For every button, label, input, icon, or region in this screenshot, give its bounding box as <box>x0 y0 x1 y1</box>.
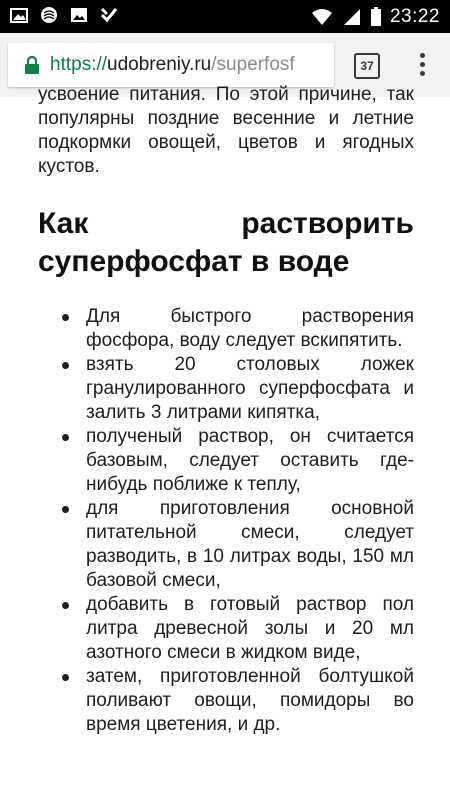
list-item <box>86 497 414 593</box>
list-item <box>86 425 414 497</box>
url-text <box>50 54 295 76</box>
page-content <box>0 84 450 800</box>
url-scheme: https:// <box>50 54 108 75</box>
bullet-icon <box>62 506 69 513</box>
bullet-icon <box>62 434 69 441</box>
wifi-icon <box>310 7 334 27</box>
url-path: /superfosf <box>211 54 295 75</box>
image-edit-icon <box>10 6 28 24</box>
clock: 23:22 <box>389 5 440 27</box>
address-bar[interactable] <box>8 43 334 87</box>
bank-app-icon <box>40 6 58 24</box>
system-tray <box>310 0 440 33</box>
tab-switcher-button[interactable]: 37 <box>354 53 380 79</box>
notification-icons <box>10 6 118 24</box>
list-item-text: для приготовления основной питательной смеси, следует разводить, в 10 литрах воды, 150 мл базовой смеси, <box>86 498 414 591</box>
list-item <box>86 593 414 665</box>
url-host: udobreniy.ru <box>107 54 212 75</box>
bullet-icon <box>62 602 69 609</box>
list-item <box>86 665 414 737</box>
list-item-text: взять 20 столовых ложек гранулированного суперфосфата и залить 3 литрами кипятка, <box>86 354 414 423</box>
overflow-menu-icon[interactable] <box>412 53 432 79</box>
lock-icon <box>24 55 40 75</box>
list-item <box>86 305 414 353</box>
checkbox-icon <box>100 6 118 24</box>
battery-icon <box>370 7 382 27</box>
list-item-text: полученый раствор, он считается базовым, следует оставить где-нибудь поближе к теплу, <box>86 426 414 495</box>
bullet-icon <box>62 674 69 681</box>
list-item-text: Для быстрого растворения фосфора, воду следует вскипятить. <box>86 306 414 351</box>
list-item <box>86 353 414 425</box>
intro-paragraph: усвоение питания. По этой причине, так популярны поздние весенние и летние подкормки овощей, цветов и ягодных кустов. <box>38 84 414 177</box>
gallery-icon <box>70 6 88 24</box>
list-item-text: затем, приготовленной болтушкой поливают овощи, помидоры во время цветения, и др. <box>86 666 414 735</box>
section-heading: Как растворить суперфосфат в воде <box>38 207 414 278</box>
bullet-icon <box>62 362 69 369</box>
signal-icon <box>342 7 362 27</box>
status-bar <box>0 0 450 33</box>
list-item-text: добавить в готовый раствор пол литра древесной золы и 20 мл азотного смеси в жидком виде, <box>86 594 414 663</box>
steps-list <box>86 305 414 737</box>
bullet-icon <box>62 314 69 321</box>
